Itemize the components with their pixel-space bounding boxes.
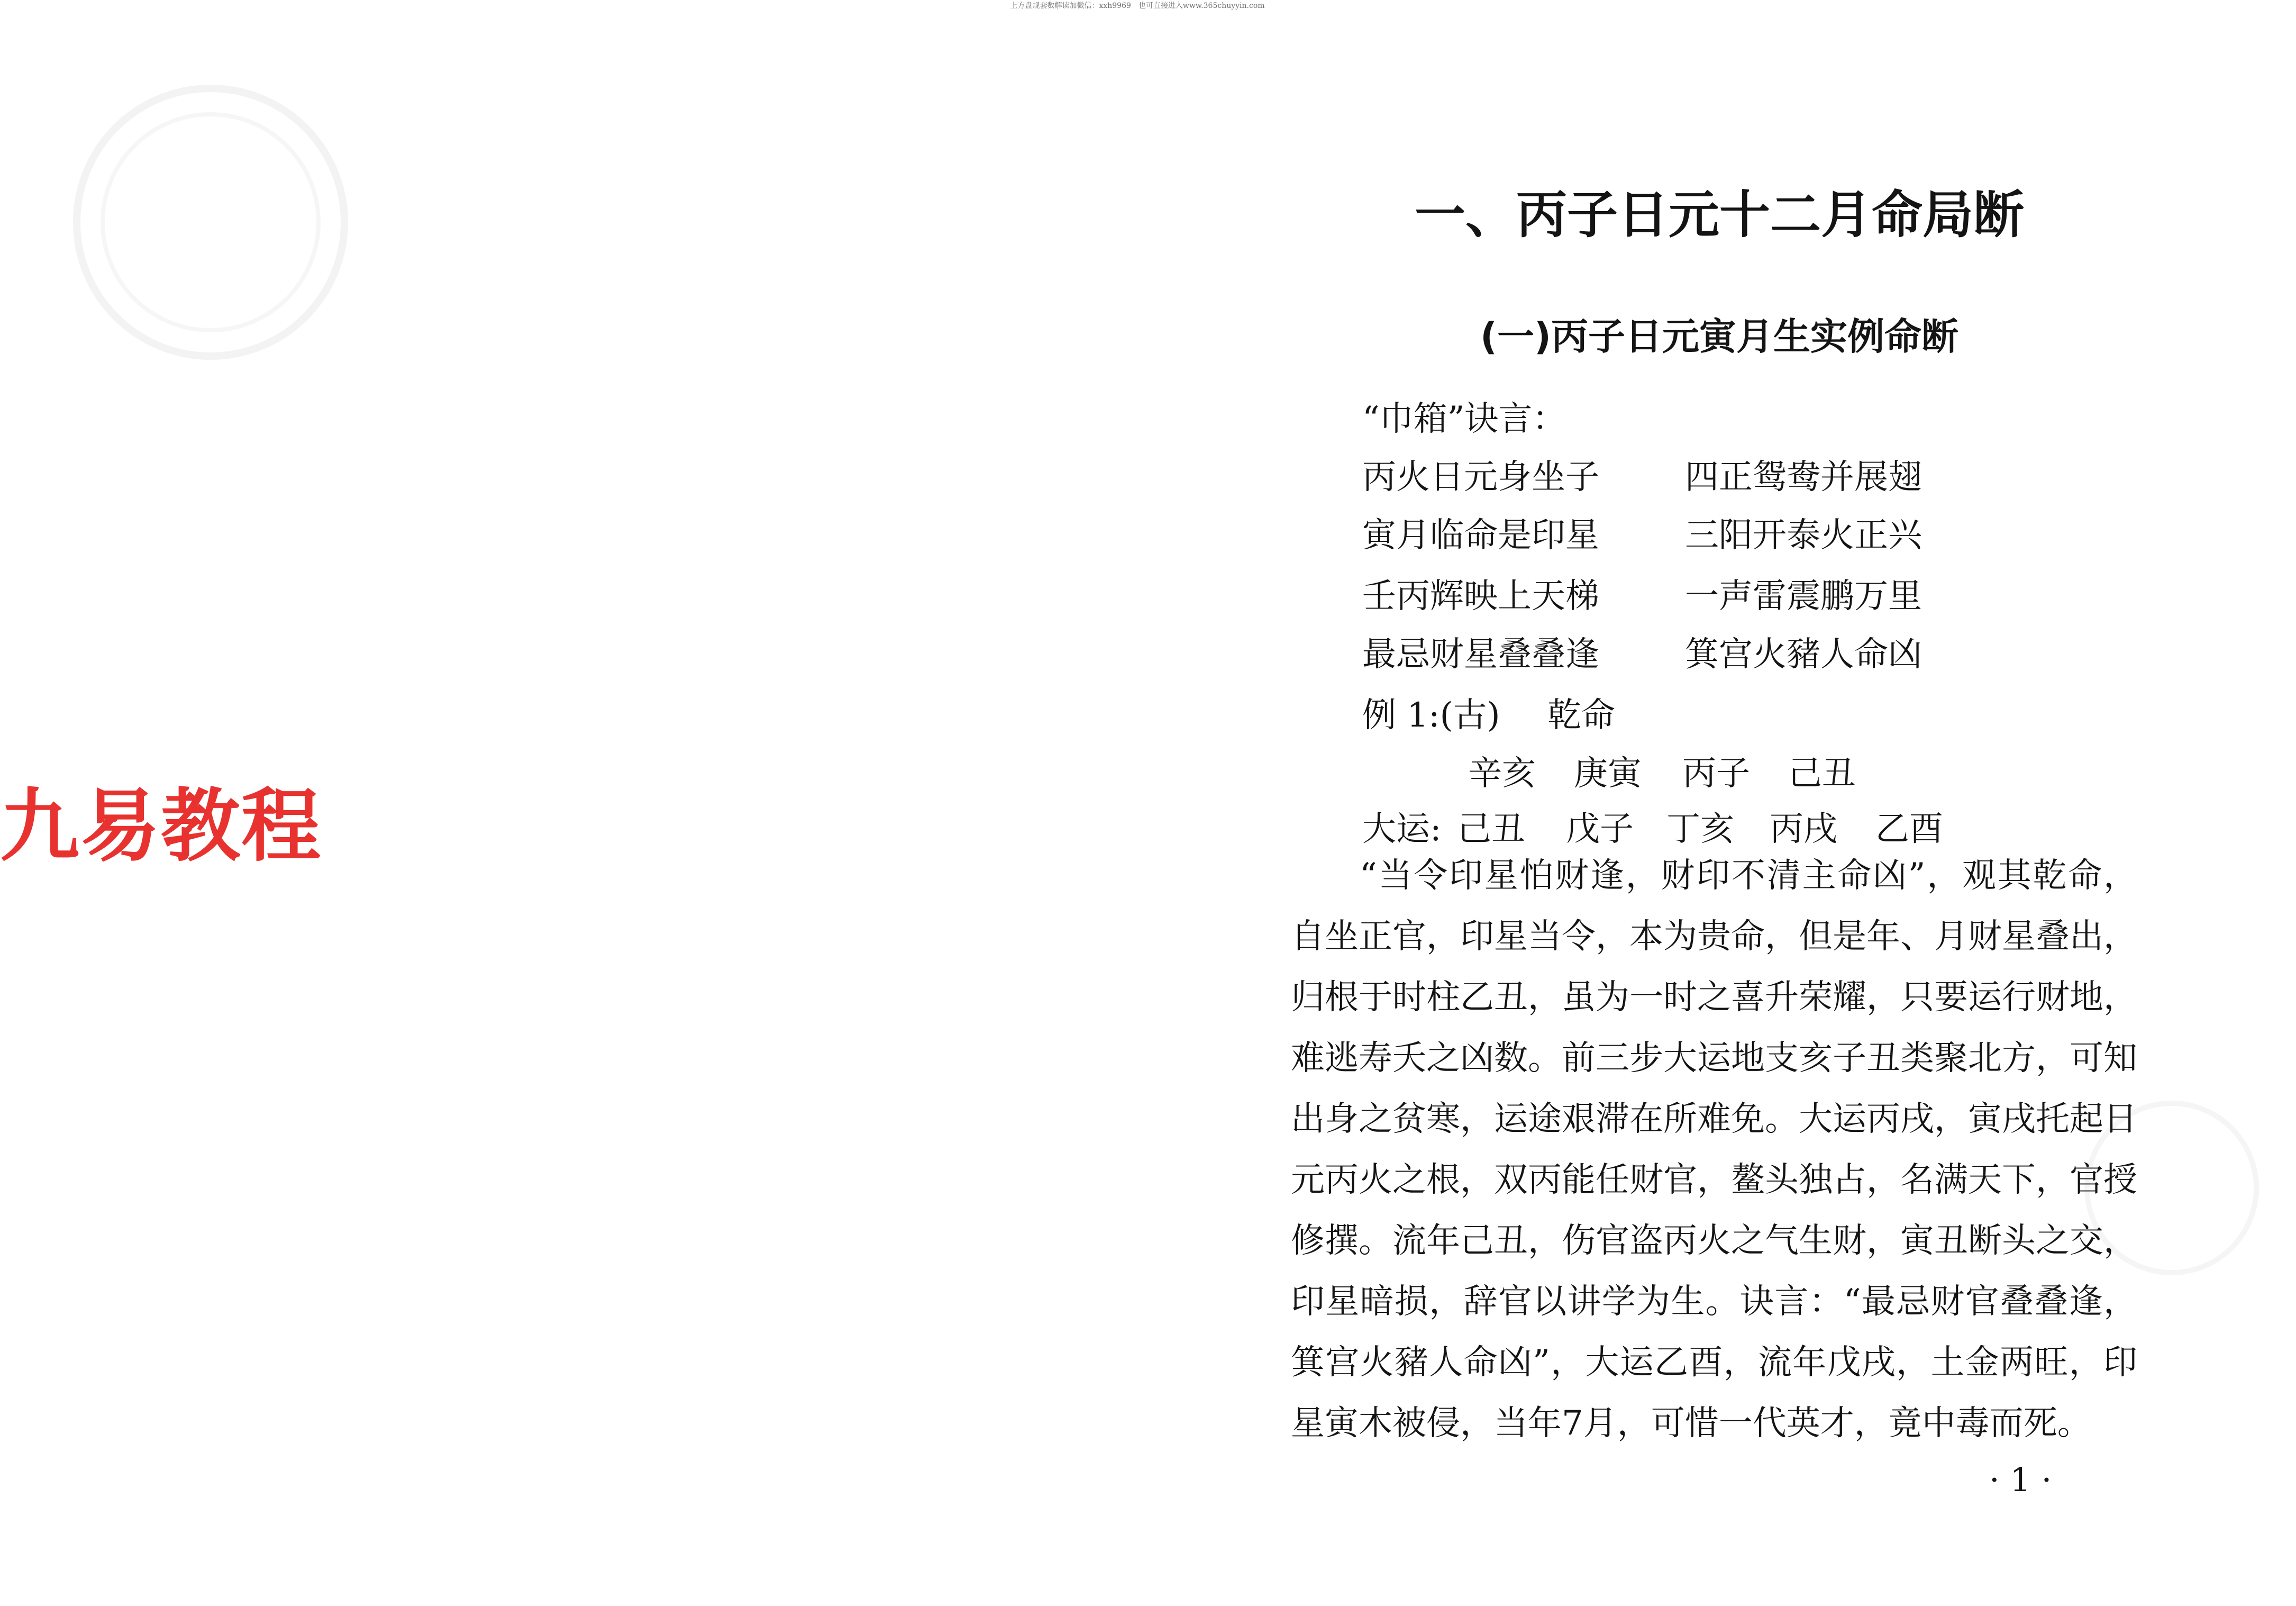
verse-right-3: 一声雷震鹏万里: [1685, 577, 1922, 616]
pillar-hour: 己丑: [1788, 754, 1856, 793]
dayun-2: 戊子: [1566, 810, 1634, 849]
dayun-label: 大运:: [1362, 810, 1442, 849]
verse-intro: “巾箱”诀言：: [1362, 400, 1566, 439]
dayun-4: 丙戌: [1770, 810, 1837, 849]
chapter-title: 一、丙子日元十二月命局断: [1415, 185, 2024, 244]
verse-right-2: 三阳开泰火正兴: [1685, 516, 1922, 555]
dayun-3: 丁亥: [1666, 810, 1734, 849]
dayun-5: 乙酉: [1875, 810, 1943, 849]
pillar-month: 庚寅: [1574, 754, 1642, 793]
pillar-year: 辛亥: [1468, 754, 1536, 793]
dayun-1: 己丑: [1457, 810, 1525, 849]
brand-watermark: 九易教程: [0, 781, 322, 873]
verse-left-2: 寅月临命是印星: [1362, 516, 1599, 555]
example-label: 例 1:(古): [1362, 696, 1500, 735]
example-gender: 乾命: [1547, 696, 1615, 735]
verse-left-4: 最忌财星叠叠逢: [1362, 635, 1599, 674]
verse-right-1: 四正鸳鸯并展翅: [1685, 458, 1922, 497]
verse-left-1: 丙火日元身坐子: [1362, 458, 1599, 497]
pillar-day: 丙子: [1682, 754, 1750, 793]
section-title: (一)丙子日元寅月生实例命断: [1480, 315, 1958, 358]
analysis-paragraph: “当令印星怕财逢，财印不清主命凶”，观其乾命，自坐正官，印星当令，本为贵命，但是年、月财星叠出，归根于时柱乙丑，虽为一时之喜升荣耀，只要运行财地，难逃寿夭之凶数。前三步大运地支亥子丑类聚北方，可知出身之贫寒，运途艰滞在所难免。大运丙戌，寅戌托起日元丙火之根，双丙能任财官，鳌头独占，名满天下，官授修撰。流年己丑，伤官盗丙火之气生财，寅丑断头之交，印星暗损，辞官以讲学为生。诀言：“最忌财官叠叠逢，箕宫火豬人命凶”，大运乙酉，流年戊戌，土金两旺，印星寅木被侵，当年7月，可惜一代英才，竟中毒而死。: [1291, 856, 2137, 1443]
top-note: 上方盘规套数解读加微信：xxh9969 也可直接进入www.365chuyyin.com: [1010, 2, 1265, 10]
watermark-seal-inner: [101, 112, 321, 332]
page-number: · 1 ·: [1989, 1460, 2052, 1499]
verse-left-3: 壬丙辉映上天梯: [1362, 577, 1599, 616]
verse-right-4: 箕宫火豬人命凶: [1685, 635, 1922, 674]
